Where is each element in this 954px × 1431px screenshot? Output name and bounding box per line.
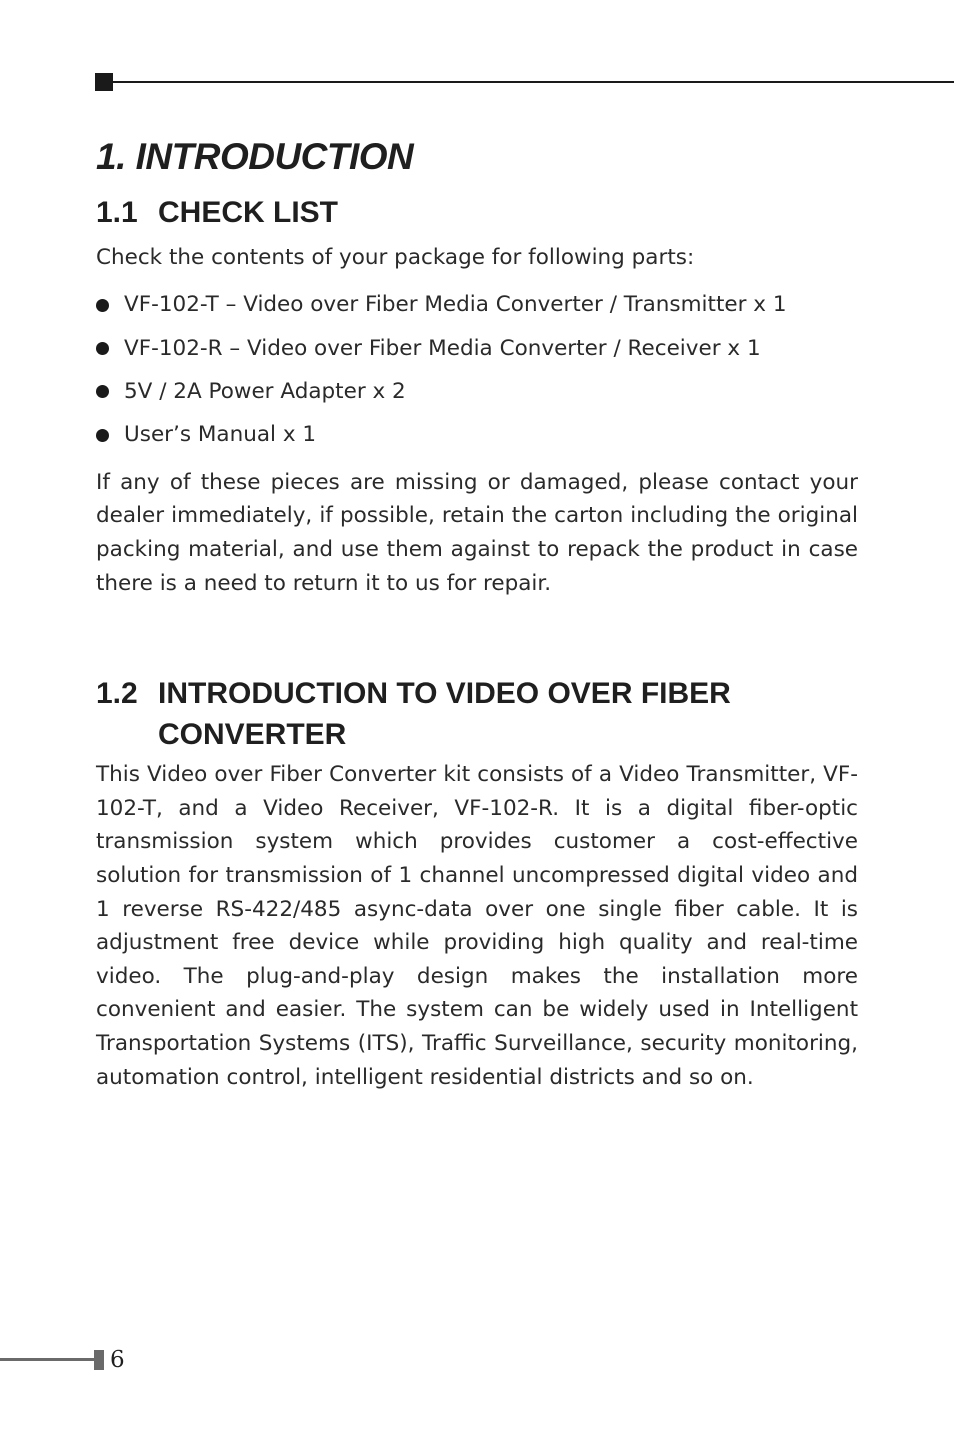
header-rule [95, 73, 954, 91]
check-list-intro: Check the contents of your package for following parts: [96, 245, 695, 270]
section-title: INTRODUCTION TO VIDEO OVER FIBER CONVERTER [158, 677, 731, 752]
page-footer [0, 1346, 200, 1374]
section-number: 1.1 [96, 196, 138, 229]
list-item-text: 5V / 2A Power Adapter x 2 [124, 379, 406, 405]
list-item [96, 284, 858, 327]
check-list [96, 284, 858, 457]
footer-rule-line [0, 1358, 94, 1361]
section-heading-check-list [96, 192, 858, 233]
footer-rule-block [94, 1350, 104, 1370]
list-item-text: VF-102-R – Video over Fiber Media Converter / Receiver x 1 [124, 335, 761, 361]
missing-parts-note: If any of these pieces are missing or damaged, please contact your dealer immediately, if possible, retain the carton including the original packing material, and use them against to repack the product in case there is a need to return it to us for repair. [96, 469, 858, 596]
bullet-icon [96, 299, 109, 312]
bullet-icon [96, 342, 109, 355]
converter-description: This Video over Fiber Converter kit consists of a Video Transmitter, VF-102-T, and a Video Receiver, VF-102-R. It is a digital fiber-optic transmission system which provides customer a cost-effective solution for transmission of 1 channel uncompressed digital video and 1 reverse RS-422/485 async-data over one single fiber cable. It is adjustment free device while providing high quality and real-time video. The plug-and-play design makes the installation more convenient and easier. The system can be widely used in Intelligent Transportation Systems (ITS), Traffic Surveillance, security monitoring, automation control, intelligent residential districts and so on. [96, 762, 858, 1090]
page-content [96, 133, 858, 1094]
list-item [96, 370, 858, 413]
page-number: 6 [110, 1347, 125, 1373]
section-title: CHECK LIST [158, 196, 338, 229]
chapter-title: 1. INTRODUCTION [96, 136, 414, 177]
section-number: 1.2 [96, 677, 138, 711]
list-item [96, 413, 858, 456]
section-heading-video-over-fiber [96, 673, 858, 755]
list-item-text: User’s Manual x 1 [124, 422, 317, 448]
bullet-icon [96, 385, 109, 398]
list-item-text: VF-102-T – Video over Fiber Media Converter / Transmitter x 1 [124, 292, 787, 318]
header-rule-line [113, 81, 954, 83]
bullet-icon [96, 429, 109, 442]
header-rule-block [95, 73, 113, 91]
list-item [96, 327, 858, 370]
